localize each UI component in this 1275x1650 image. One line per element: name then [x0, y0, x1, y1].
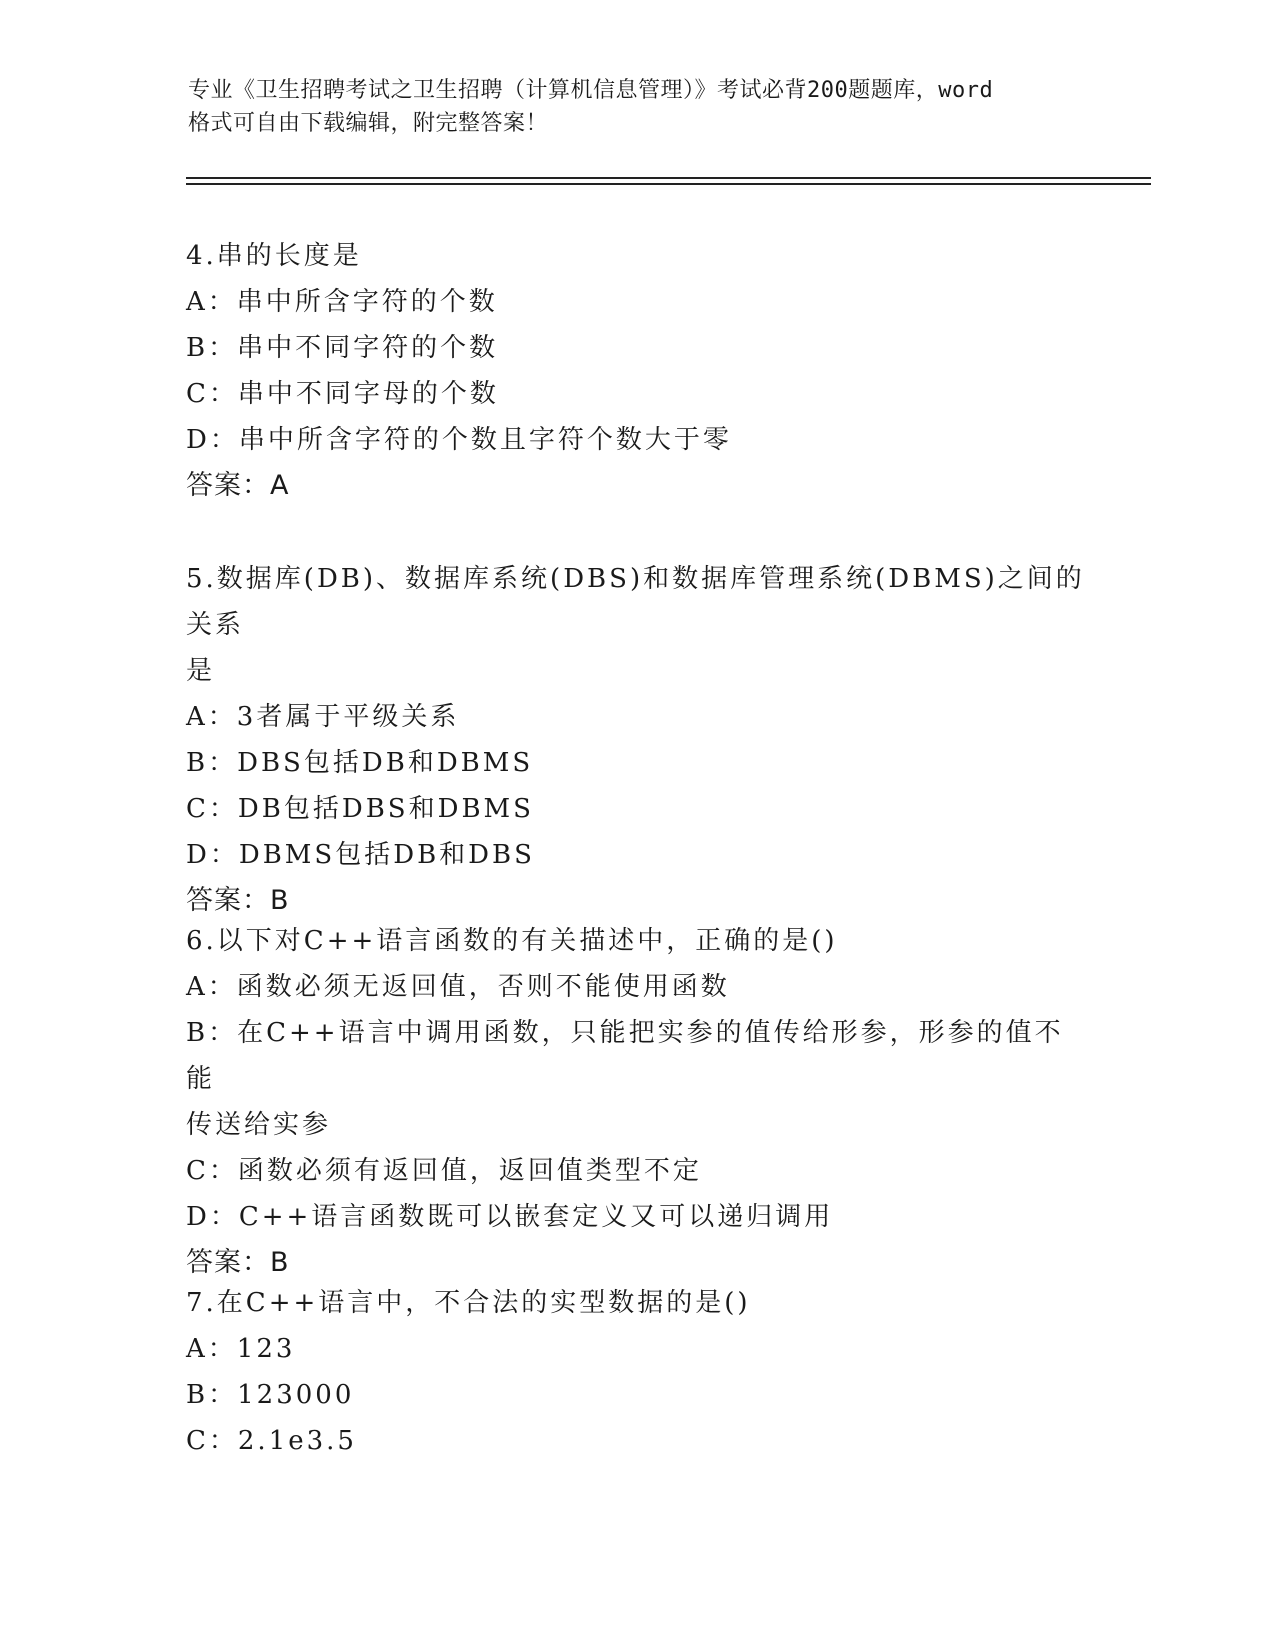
option-b-continued: 传送给实参	[186, 1110, 332, 1140]
option-b: B：在C++语言中调用函数，只能把实参的值传给形参，形参的值不能	[186, 1018, 1064, 1094]
question-title: 4.串的长度是	[186, 241, 362, 271]
option-a: A：串中所含字符的个数	[186, 287, 498, 317]
question-title: 6.以下对C++语言函数的有关描述中，正确的是()	[186, 926, 838, 956]
question-5	[186, 556, 1086, 924]
document-header	[188, 74, 1088, 140]
question-7	[186, 1280, 1086, 1464]
option-a: A：函数必须无返回值，否则不能使用函数	[186, 972, 730, 1002]
option-b: B：DBS包括DB和DBMS	[186, 748, 534, 778]
option-a: A：123	[186, 1334, 296, 1364]
option-c: C：2.1e3.5	[186, 1426, 357, 1456]
header-line-2: 格式可自由下载编辑，附完整答案！	[188, 111, 549, 136]
option-c: C：DB包括DBS和DBMS	[186, 794, 534, 824]
option-a: A：3者属于平级关系	[186, 702, 460, 732]
answer-line: 答案：B	[186, 885, 290, 916]
header-divider-top	[186, 177, 1151, 179]
answer-line: 答案：A	[186, 470, 290, 501]
option-b: B：串中不同字符的个数	[186, 333, 499, 363]
option-c: C：函数必须有返回值，返回值类型不定	[186, 1156, 702, 1186]
question-4	[186, 233, 1086, 509]
question-title: 5.数据库(DB)、数据库系统(DBS)和数据库管理系统(DBMS)之间的关系	[186, 564, 1085, 640]
option-d: D：DBMS包括DB和DBS	[186, 840, 535, 870]
option-b: B：123000	[186, 1380, 355, 1410]
option-c: C：串中不同字母的个数	[186, 379, 499, 409]
header-line-1: 专业《卫生招聘考试之卫生招聘（计算机信息管理）》考试必背200题题库，word	[188, 78, 994, 103]
question-title: 7.在C++语言中，不合法的实型数据的是()	[186, 1288, 751, 1318]
option-d: D：串中所含字符的个数且字符个数大于零	[186, 425, 732, 455]
header-divider-bottom	[186, 183, 1151, 185]
answer-line: 答案：B	[186, 1247, 290, 1278]
question-title-continued: 是	[186, 656, 216, 686]
question-6	[186, 918, 1086, 1286]
option-d: D：C++语言函数既可以嵌套定义又可以递归调用	[186, 1202, 834, 1232]
